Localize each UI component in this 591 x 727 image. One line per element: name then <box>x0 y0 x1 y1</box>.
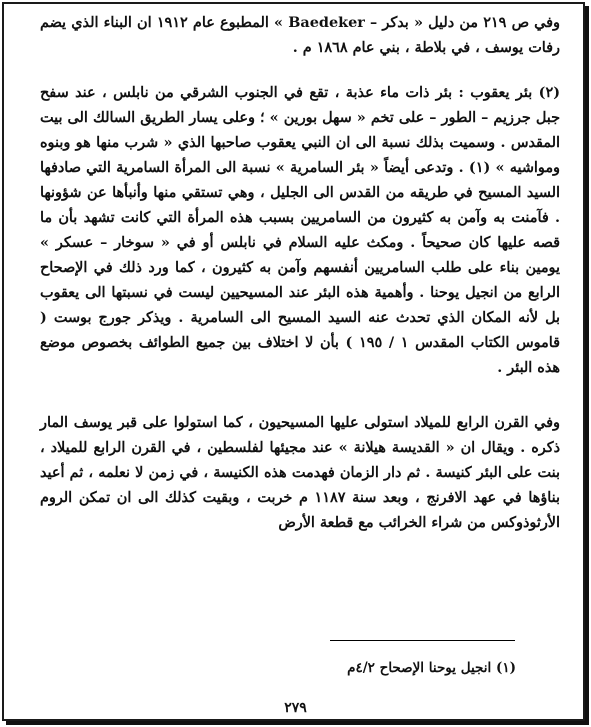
page-body <box>40 8 560 535</box>
paragraph-fourth-century: وفي القرن الرابع للميلاد استولى عليها المسيحيون ، كما استولوا على قبر يوسف المار ذكره . ويقال ان « القديسة هيلانة » عند مجيئها لفلسطين ، في القرن الرابع للميلاد ، بنت على البئر كنيسة . ثم دار الزمان فهدمت هذه الكنيسة ، في زمن لا نعلمه ، ثم أعيد بناؤها في عهد الافرنج ، وبعد سنة ١١٨٧ م خربت ، وبقيت كذلك الى ان تمكن الروم الأرثوذوكس من شراء الخرائب مع قطعة الأرض <box>40 414 560 531</box>
paragraph-baedeker: وفي ص ٢١٩ من دليل « بدكر – Baedeker » المطبوع عام ١٩١٢ ان البناء الذي يضم رفات يوسف ، في بلاطة ، بني عام ١٨٦٨ م . <box>40 14 561 56</box>
page-number: ٢٧٩ <box>284 700 307 716</box>
frame-shadow-bottom <box>6 721 589 725</box>
paragraph-jacobs-well: (٢) بئر يعقوب : بئر ذات ماء عذبة ، تقع في الجنوب الشرقي من نابلس ، عند سفح جبل جرزيم – الطور – على تخم « سهل بورين » ؛ وعلى يسار الطريق السالك الى بيت المقدس . وسميت بذلك نسبة الى ان النبي يعقوب صاحبها الذي « شرب منها هو وبنوه ومواشيه » (١) . وتدعى أيضاً « بئر السامرية » نسبة الى المرأة السامرية التي صادفها السيد المسيح في طريقه من القدس الى الجليل ، وهي تستقي منها وأنبأها عن شؤونها . فآمنت به وآمن به كثيرون من السامريين بسبب هذه المرأة التي كانت تشهد بأن ما قصه عليها كان صحيحاً . ومكث عليه السلام في نابلس أو في « سوخار – عسكر » يومين بناء على طلب السامريين أنفسهم وآمن به كثيرون ، كما ورد ذلك في الإصحاح الرابع من انجيل يوحنا . وأهمية هذه البئر عند المسيحيين ليست في نسبتها الى يعقوب بل لأنه المكان الذي تحدث عنه السيد المسيح الى السامرية . ويذكر جورج بوست ( قاموس الكتاب المقدس ١ / ١٩٥ ) بأن لا اختلاف بين جميع الطوائف بخصوص موضع هذه البئر . <box>40 84 561 376</box>
footnote-divider <box>330 640 515 641</box>
footnote: (١) انجيل يوحنا الإصحاح ٤/٢م <box>347 660 516 676</box>
frame-shadow-right <box>585 6 589 723</box>
